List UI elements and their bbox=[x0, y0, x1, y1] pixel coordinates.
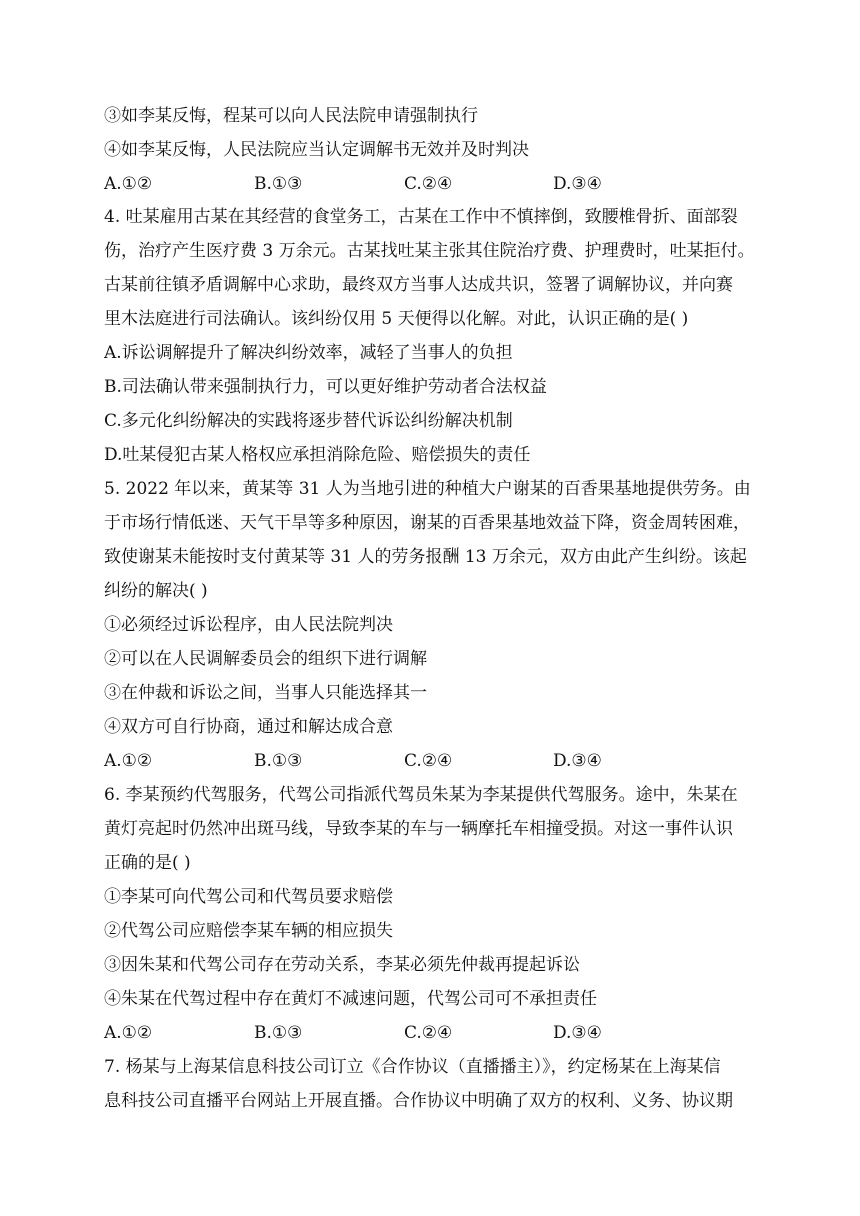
q5-answer-choices bbox=[104, 749, 784, 773]
q5-choice-a: A.①② bbox=[104, 751, 153, 771]
q4-stem-line: 4. 吐某雇用古某在其经营的食堂务工，古某在工作中不慎摔倒，致腰椎骨折、面部裂 bbox=[104, 207, 738, 227]
q6-answer-choices bbox=[104, 1021, 784, 1045]
q3-choice-b: B.①③ bbox=[254, 174, 303, 194]
q6-choice-c: C.②④ bbox=[404, 1023, 453, 1043]
q3-choice-a: A.①② bbox=[104, 174, 153, 194]
q5-item-2: ②可以在人民调解委员会的组织下进行调解 bbox=[104, 649, 427, 669]
q6-choice-d: D.③④ bbox=[553, 1023, 602, 1043]
q6-stem-line: 黄灯亮起时仍然冲出斑马线，导致李某的车与一辆摩托车相撞受损。对这一事件认识 bbox=[104, 819, 733, 839]
q3-choice-c: C.②④ bbox=[404, 174, 453, 194]
q5-choice-b: B.①③ bbox=[254, 751, 303, 771]
q3-option-3: ③如李某反悔，程某可以向人民法院申请强制执行 bbox=[104, 106, 478, 126]
q3-choice-d: D.③④ bbox=[553, 174, 602, 194]
q5-stem-line: 于市场行情低迷、天气干旱等多种原因，谢某的百香果基地效益下降，资金周转困难， bbox=[104, 513, 750, 533]
q4-option-c: C.多元化纠纷解决的实践将逐步替代诉讼纠纷解决机制 bbox=[104, 411, 513, 431]
q4-stem-line: 古某前往镇矛盾调解中心求助，最终双方当事人达成共识，签署了调解协议，并向赛 bbox=[104, 275, 733, 295]
q3-option-4: ④如李某反悔，人民法院应当认定调解书无效并及时判决 bbox=[104, 140, 529, 160]
q5-stem-line: 致使谢某未能按时支付黄某等 31 人的劳务报酬 13 万余元，双方由此产生纠纷。该起 bbox=[104, 547, 747, 567]
q6-choice-b: B.①③ bbox=[254, 1023, 303, 1043]
q6-choice-a: A.①② bbox=[104, 1023, 153, 1043]
q7-stem-line: 7. 杨某与上海某信息科技公司订立《合作协议（直播播主）》，约定杨某在上海某信 bbox=[104, 1057, 721, 1077]
q6-item-1: ①李某可向代驾公司和代驾员要求赔偿 bbox=[104, 887, 393, 907]
q5-item-1: ①必须经过诉讼程序，由人民法院判决 bbox=[104, 615, 393, 635]
q4-stem-line: 里木法庭进行司法确认。该纠纷仅用 5 天便得以化解。对此，认识正确的是( ) bbox=[104, 309, 689, 329]
q5-choice-d: D.③④ bbox=[553, 751, 602, 771]
q5-stem-line: 纠纷的解决( ) bbox=[104, 581, 208, 601]
q6-stem-line: 6. 李某预约代驾服务，代驾公司指派代驾员朱某为李某提供代驾服务。途中，朱某在 bbox=[104, 785, 738, 805]
q5-stem-line: 5. 2022 年以来，黄某等 31 人为当地引进的种植大户谢某的百香果基地提供劳务。由 bbox=[104, 479, 751, 499]
q4-stem-line: 伤，治疗产生医疗费 3 万余元。古某找吐某主张其住院治疗费、护理费时，吐某拒付。 bbox=[104, 241, 755, 261]
q6-item-4: ④朱某在代驾过程中存在黄灯不减速问题，代驾公司可不承担责任 bbox=[104, 989, 597, 1009]
q7-stem-line: 息科技公司直播平台网站上开展直播。合作协议中明确了双方的权利、义务、协议期 bbox=[104, 1091, 733, 1111]
q5-item-3: ③在仲裁和诉讼之间，当事人只能选择其一 bbox=[104, 683, 427, 703]
q4-option-a: A.诉讼调解提升了解决纠纷效率，减轻了当事人的负担 bbox=[104, 343, 513, 363]
q6-item-2: ②代驾公司应赔偿李某车辆的相应损失 bbox=[104, 921, 393, 941]
q4-option-d: D.吐某侵犯古某人格权应承担消除危险、赔偿损失的责任 bbox=[104, 445, 531, 465]
q6-item-3: ③因朱某和代驾公司存在劳动关系，李某必须先仲裁再提起诉讼 bbox=[104, 955, 580, 975]
q3-answer-choices bbox=[104, 172, 784, 196]
q6-stem-line: 正确的是( ) bbox=[104, 853, 191, 873]
q4-option-b: B.司法确认带来强制执行力，可以更好维护劳动者合法权益 bbox=[104, 377, 547, 397]
q5-choice-c: C.②④ bbox=[404, 751, 453, 771]
q5-item-4: ④双方可自行协商，通过和解达成合意 bbox=[104, 717, 393, 737]
